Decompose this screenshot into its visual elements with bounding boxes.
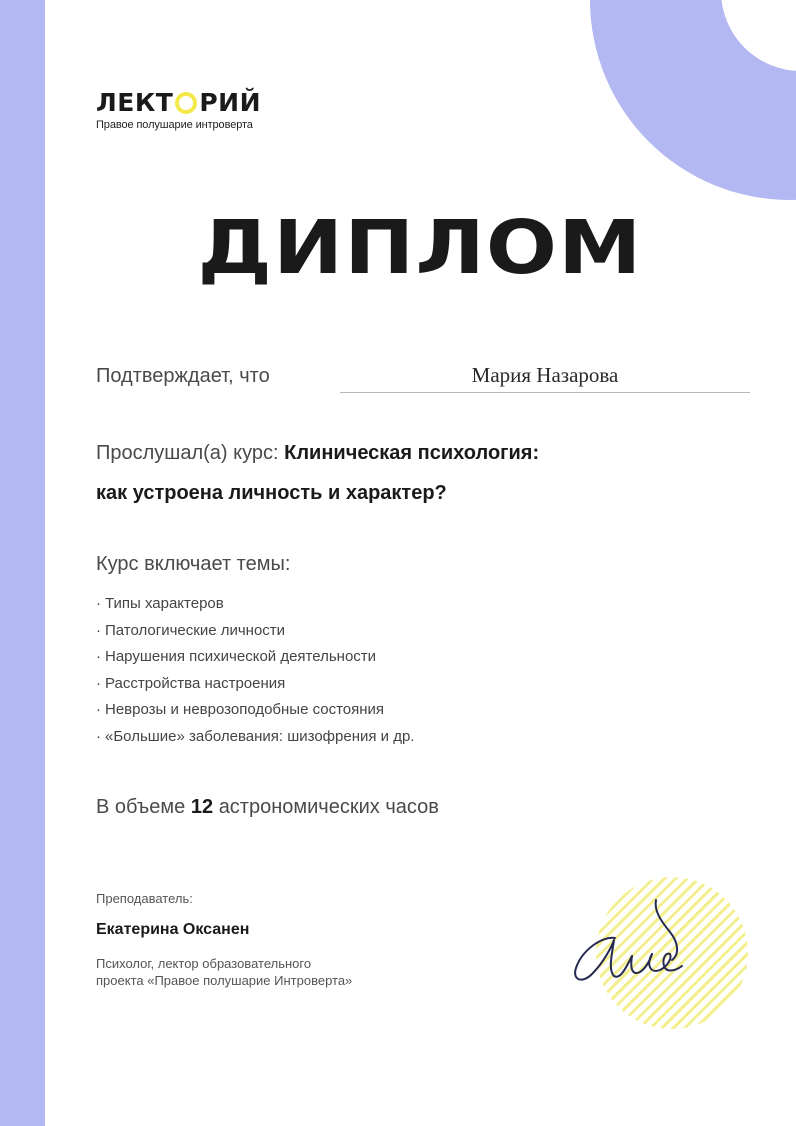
- teacher-desc-line-2: проекта «Правое полушарие Интроверта»: [96, 973, 353, 988]
- volume-suffix: астрономических часов: [218, 796, 439, 818]
- left-decor-band: [0, 0, 45, 1126]
- teacher-description: [96, 955, 352, 989]
- teacher-name: Екатерина Оксанен: [96, 921, 250, 938]
- course-line-1: [96, 442, 539, 465]
- brand-name-part2: РИЙ: [199, 88, 262, 117]
- brand-name-part1: ЛЕКТ: [96, 88, 174, 117]
- topic-item: · Патологические личности: [96, 621, 414, 648]
- topic-item: · «Большие» заболевания: шизофрения и др.: [96, 727, 414, 754]
- diploma-title: ДИПЛОМ: [197, 205, 643, 291]
- topic-item: · Неврозы и неврозоподобные состояния: [96, 700, 414, 727]
- recipient-underline: [340, 392, 750, 393]
- topic-item: · Расстройства настроения: [96, 674, 414, 701]
- topics-heading: Курс включает темы:: [96, 553, 291, 575]
- topic-item: · Типы характеров: [96, 594, 414, 621]
- volume-prefix: В объеме: [96, 796, 186, 818]
- course-name-part1: Клиническая психология:: [284, 442, 540, 464]
- brand-tagline: Правое полушарие интроверта: [96, 119, 253, 131]
- topics-list: [96, 594, 414, 753]
- signature-mark: [560, 880, 710, 1000]
- volume-hours: 12: [190, 796, 214, 818]
- brand-name: [96, 88, 261, 118]
- recipient-name: Мария Назарова: [471, 363, 619, 387]
- topic-item: · Нарушения психической деятельности: [96, 647, 414, 674]
- course-name-part2: как устроена личность и характер?: [96, 482, 447, 504]
- brand-ring-icon: [175, 92, 197, 114]
- confirm-label: Подтверждает, что: [96, 365, 270, 387]
- course-volume: [96, 796, 439, 819]
- teacher-desc-line-1: Психолог, лектор образовательного: [96, 956, 312, 971]
- teacher-label: Преподаватель:: [96, 891, 193, 906]
- course-prefix: Прослушал(а) курс:: [96, 442, 279, 464]
- brand-logo: [96, 88, 261, 131]
